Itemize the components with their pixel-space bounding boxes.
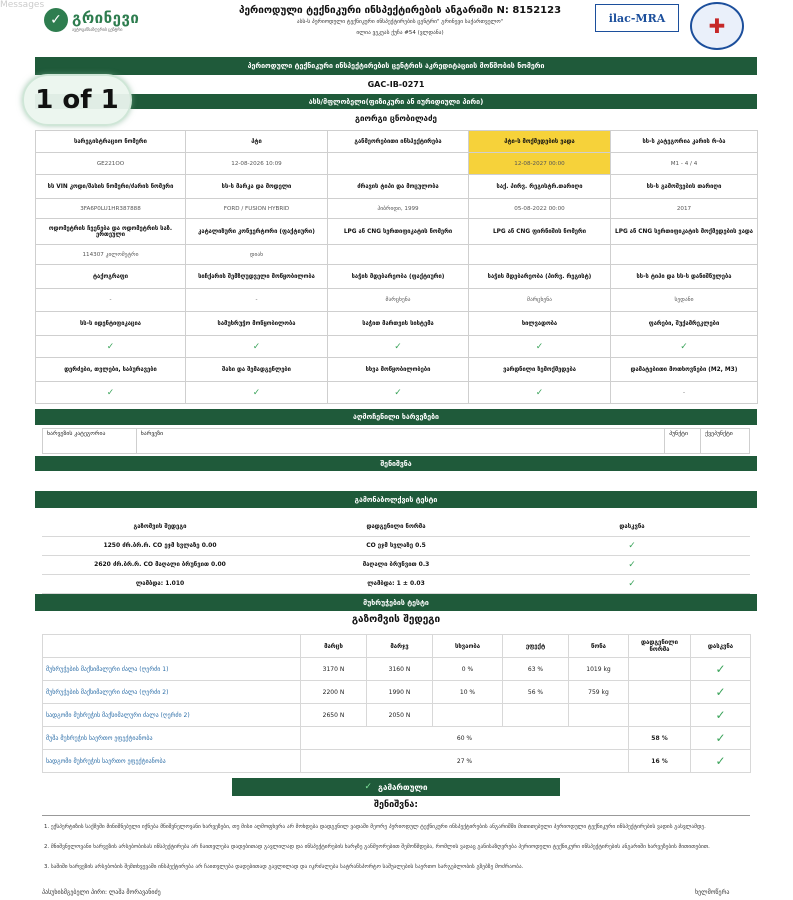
table-row [43, 704, 751, 727]
header-category-doors: სს-ს კატეგორია კარის რ-ბა [611, 131, 758, 153]
header-vin: სს VIN კოდი/შასის ნომერი/ძარის ნომერი [36, 175, 186, 199]
brake-header-norm: დადგენილი ნორმა [629, 635, 691, 658]
vin-value: 3FA6P0LU1HR387888 [36, 199, 186, 219]
table-row [42, 536, 750, 555]
parking-brake-total-value: 27 % [301, 750, 629, 773]
steering-actual-value: მარცხენა [328, 289, 469, 312]
brake-norm [629, 681, 691, 704]
report-title: პერიოდული ტექნიკური ინსპექტირების ანგარიში N: 8152123 [238, 5, 562, 16]
brake-test-table [42, 634, 751, 773]
company-logo [44, 8, 139, 32]
pti-validity-date: 12-08-2027 00:00 [469, 153, 611, 175]
brake-test-bar: მუხრუჭების ტესტი [35, 594, 757, 611]
header-speed-limiter: სიჩქარის შემზღუდველი მოწყობილობა [186, 265, 328, 289]
notes-title: შენიშვნა: [374, 800, 418, 810]
chassis-check-icon: ✓ [186, 382, 328, 404]
owner-category-bar: ასს/მფლობელი(ფიზიკური ან იურიდიული პირი) [35, 94, 757, 109]
brake-row-label: მუხრუჭების მაქსიმალური ძალა (ღერძი 1) [43, 658, 301, 681]
parking-brake-total-label: სადგომი მუხრუჭის საერთო ეფექტიანობა [43, 750, 301, 773]
header-pti: პტი [186, 131, 328, 153]
header-repeat-inspection: განმეორებითი ინსპექტირება [328, 131, 469, 153]
engine-value: ჰიბრიდი, 1999 [328, 199, 469, 219]
emissions-norm: მაღალი ბრუნვით 0.3 [278, 555, 514, 574]
emissions-norm: ლამბდა: 1 ± 0.03 [278, 574, 514, 593]
brake-weight: 759 kg [569, 681, 629, 704]
table-row [43, 658, 751, 681]
header-registration-number: სარეგისტრაციო ნომერი [36, 131, 186, 153]
table-row [36, 175, 758, 199]
logo-name: გრინევი [72, 8, 140, 27]
table-row [42, 517, 750, 536]
table-row [36, 265, 758, 289]
brake-header-diff: სხვაობა [433, 635, 503, 658]
speed-limiter-value: - [186, 289, 328, 312]
report-subtitle: ასს-ს პერიოდული ტექნიკური ინსპექტირების ცენტრი" გრინევი საქართველო" [296, 19, 504, 25]
category-doors-value: M1 - 4 / 4 [611, 153, 758, 175]
brake-weight: 1019 kg [569, 658, 629, 681]
brake-header-left: მარცხ [301, 635, 367, 658]
table-row [36, 382, 758, 404]
defect-subpoint-label: ქვეპუნქტი [705, 431, 733, 437]
header-pti-validity: პტი-ს მოქმედების ვადა [469, 131, 611, 153]
emissions-check-icon: ✓ [514, 555, 750, 574]
table-row [42, 574, 750, 593]
header-catalytic: კატალიზური კონვერტორი (ფაქტიური) [186, 219, 328, 245]
lights-check-icon: ✓ [611, 336, 758, 358]
header-visibility: ხილვადობა [469, 312, 611, 336]
other-equipment-check-icon: ✓ [328, 382, 469, 404]
header-other-equipment: სხვა მოწყობილობები [328, 358, 469, 382]
make-model-value: FORD / FUSION HYBRID [186, 199, 328, 219]
emissions-header-norm: დადგენილი ნორმა [278, 517, 514, 536]
header-lpg-plate: LPG ან CNG ფირნიშის ნომერი [469, 219, 611, 245]
header-lpg-validity: LPG ან CNG სერთიფიკატის მოქმედების ვადა [611, 219, 758, 245]
emissions-check-icon: ✓ [514, 536, 750, 555]
header-tachograph: ტაქოგრაფი [36, 265, 186, 289]
parking-brake-total-norm: 16 % [629, 750, 691, 773]
header-steering-system: საჭით მართვის სისტემა [328, 312, 469, 336]
accreditation-seal-icon: ✚ [690, 2, 744, 50]
emissions-header-result: გაზომვის შედეგი [42, 517, 278, 536]
defects-bar: აღმოჩენილი ხარვეზები [35, 409, 757, 425]
brake-header-conclusion: დასკვნა [691, 635, 751, 658]
brake-eff [503, 704, 569, 727]
pass-check-icon: ✓ [364, 782, 373, 792]
pass-result-bar [232, 778, 560, 796]
pass-label: გამართული [378, 782, 428, 792]
table-row [43, 635, 751, 658]
brake-header-weight: წონა [569, 635, 629, 658]
brake-eff: 56 % [503, 681, 569, 704]
service-brake-check-icon: ✓ [691, 727, 751, 750]
table-row [36, 358, 758, 382]
defect-label: ხარვეზი [137, 429, 665, 453]
table-row [36, 199, 758, 219]
brake-header-eff: ეფექტ [503, 635, 569, 658]
brake-right: 2050 N [367, 704, 433, 727]
emissions-result: 1250 ძრ.ბრ.რ. CO ეჯმ სვლაზე 0.00 [42, 536, 278, 555]
defects-table [42, 428, 750, 454]
brake-header-right: მარჯვ [367, 635, 433, 658]
header-identification: სს-ს იდენტიფიკაცია [36, 312, 186, 336]
brake-row-label: სადგომი მუხრუჭის მაქსიმალური ძალა (ღერძი 2) [43, 704, 301, 727]
parking-brake-check-icon: ✓ [691, 750, 751, 773]
signature-label: ხელმოწერა [695, 889, 730, 896]
brake-norm [629, 704, 691, 727]
table-row [43, 750, 751, 773]
brake-diff: 0 % [433, 658, 503, 681]
repeat-inspection-value [328, 153, 469, 175]
brake-weight [569, 704, 629, 727]
catalytic-value: დიახ [186, 245, 328, 265]
defect-category-label: ხარვეზის კატეგორია [43, 429, 137, 453]
header-vehicle-type: სს-ს ტიპი და სს-ს დანიშნულება [611, 265, 758, 289]
header-chassis: შასი და შემადგენლები [186, 358, 328, 382]
accreditation-number: GAC-IB-0271 [367, 80, 425, 89]
emissions-bar: გამონაბოლქვის ტესტი [35, 491, 757, 508]
table-row [36, 131, 758, 153]
table-row [36, 153, 758, 175]
brake-diff [433, 704, 503, 727]
defect-point-label: პუნქტი [665, 429, 701, 453]
brake-measurement-title: გაზომვის შედეგი [351, 614, 441, 625]
header-first-registration: საქ. პირვ. რეგისტრ.თარიღი [469, 175, 611, 199]
owner-name: გიორგი ცნობილაძე [355, 114, 437, 123]
page-counter-overlay: 1 of 1 [22, 74, 132, 126]
logo-subtitle: ავტოგანსაზღვრის ცენტრი [72, 26, 123, 32]
note-item: 3. საშიში ხარვეზის არსებობის შემთხვევაში ინსპექტირება არ ჩაითვლება დადებითად გავლილად და იკრძალება სატრანსპორტო საშუალების საერთო სარგებლობის გზებზე მოძრაობა. [44, 864, 524, 870]
header-odometer: ოდომეტრის ჩვენება და ოდომეტრის საზ. ერთეული [36, 219, 186, 245]
brake-right: 3160 N [367, 658, 433, 681]
steering-registered-value: მარცხენა [469, 289, 611, 312]
emissions-table [42, 517, 750, 594]
brake-right: 1990 N [367, 681, 433, 704]
brake-check-icon: ✓ [691, 704, 751, 727]
notes-bar: შენიშვნა [35, 456, 757, 471]
table-row [36, 245, 758, 265]
ilac-mra-logo: ilac-MRA [595, 4, 679, 32]
steering-check-icon: ✓ [328, 336, 469, 358]
brake-left: 2650 N [301, 704, 367, 727]
messages-tag: Messages [0, 0, 45, 10]
tachograph-value: - [36, 289, 186, 312]
brake-diff: 10 % [433, 681, 503, 704]
emissions-norm: CO ეჯმ სვლაზე 0.5 [278, 536, 514, 555]
odometer-value: 114307 კილომეტრი [36, 245, 186, 265]
table-row [42, 555, 750, 574]
brake-norm [629, 658, 691, 681]
nuisance-check-icon: ✓ [469, 382, 611, 404]
identification-check-icon: ✓ [36, 336, 186, 358]
header-production-date: სს-ს გამოშვების თარიღი [611, 175, 758, 199]
brake-header-blank [43, 635, 301, 658]
header-steering-registered: საჭის მდებარეობა (პირვ. რეგისტ) [469, 265, 611, 289]
header-additional-requirements: დამატებითი მოთხოვნები (M2, M3) [611, 358, 758, 382]
table-row [36, 289, 758, 312]
table-row [36, 219, 758, 245]
emissions-result: 2620 ძრ.ბრ.რ. CO მაღალი ბრუნვით 0.00 [42, 555, 278, 574]
production-date-value: 2017 [611, 199, 758, 219]
brake-eff: 63 % [503, 658, 569, 681]
lpg-cert-value [328, 245, 469, 265]
report-header [0, 0, 793, 55]
table-row [36, 336, 758, 358]
notes-divider [42, 815, 750, 816]
brake-left: 2200 N [301, 681, 367, 704]
brake-row-label: მუხრუჭების მაქსიმალური ძალა (ღერძი 2) [43, 681, 301, 704]
note-item: 1. ექსპერტიზის საქმეში მინიშნებული იქნება მნიშვნელოვანი ხარვეზები, თუ მისი აღმოფხვრა არ მოხდება დადგენილ ვადაში მეორე პერიოდულ ტექნიკური ინსპექტირების ანგარიშში მითითებული პერიოდული ტექნიკური ინსპექტირების ვადის გასვლამდე. [44, 824, 706, 830]
report-address: ილია ვეკუას ქუჩა #54 (ვლდანა) [356, 30, 444, 36]
first-registration-value: 05-08-2022 00:00 [469, 199, 611, 219]
header-lpg-cert: LPG ან CNG სერთიფიკატის ნომერი [328, 219, 469, 245]
header-engine: ძრავის ტიპი და მოცულობა [328, 175, 469, 199]
emissions-result: ლამბდა: 1.010 [42, 574, 278, 593]
registration-number: GE221OO [36, 153, 186, 175]
header-make-model: სს-ს მარკა და მოდელი [186, 175, 328, 199]
table-row [36, 312, 758, 336]
responsible-person: პასუხისმგებელი პირი: ლაშა მორავანიძე [42, 889, 161, 896]
emissions-check-icon: ✓ [514, 574, 750, 593]
header-lights: ფარები, შუქამრეკლები [611, 312, 758, 336]
brake-left: 3170 N [301, 658, 367, 681]
note-item: 2. მნიშვნელოვანი ხარვეზის არსებობისას ინსპექტირება არ ჩაითვლება დადებითად გავლილად და ინსპექტირების ხარჯზე განმეორებით შემოწმდება, რომლის ვადაც განისაზღვრება პერიოდული ტექნიკური ინსპექტირების ანგარიში ხარვეზების მითითებით. [44, 844, 710, 850]
header-steering-actual: საჭის მდებარეობა (ფაქტიური) [328, 265, 469, 289]
accreditation-bar: პერიოდული ტექნიკური ინსპექტირების ცენტრის აკრედიტაციის მოწმობის ნომერი [35, 57, 757, 75]
header-nuisance: ვარდნილი ზემოქმედება [469, 358, 611, 382]
service-brake-total-label: მუშა მუხრუჭის საერთო ეფექტიანობა [43, 727, 301, 750]
service-brake-total-value: 60 % [301, 727, 629, 750]
brake-check-icon: ✓ [691, 681, 751, 704]
service-brake-total-norm: 58 % [629, 727, 691, 750]
pti-date: 12-08-2026 10:09 [186, 153, 328, 175]
axles-check-icon: ✓ [36, 382, 186, 404]
visibility-check-icon: ✓ [469, 336, 611, 358]
additional-requirements-value: - [611, 382, 758, 404]
check-logo-icon: ✓ [44, 8, 68, 32]
lpg-validity-value [611, 245, 758, 265]
table-row [43, 681, 751, 704]
table-row [43, 727, 751, 750]
header-axles: დერძები, თვლები, საბურავები [36, 358, 186, 382]
brakes-check-icon: ✓ [186, 336, 328, 358]
brake-check-icon: ✓ [691, 658, 751, 681]
emissions-header-conclusion: დასკვნა [514, 517, 750, 536]
lpg-plate-value [469, 245, 611, 265]
vehicle-type-value: სედანი [611, 289, 758, 312]
vehicle-info-table [35, 130, 758, 404]
header-brakes: სამუხრუჭო მოწყობილობა [186, 312, 328, 336]
